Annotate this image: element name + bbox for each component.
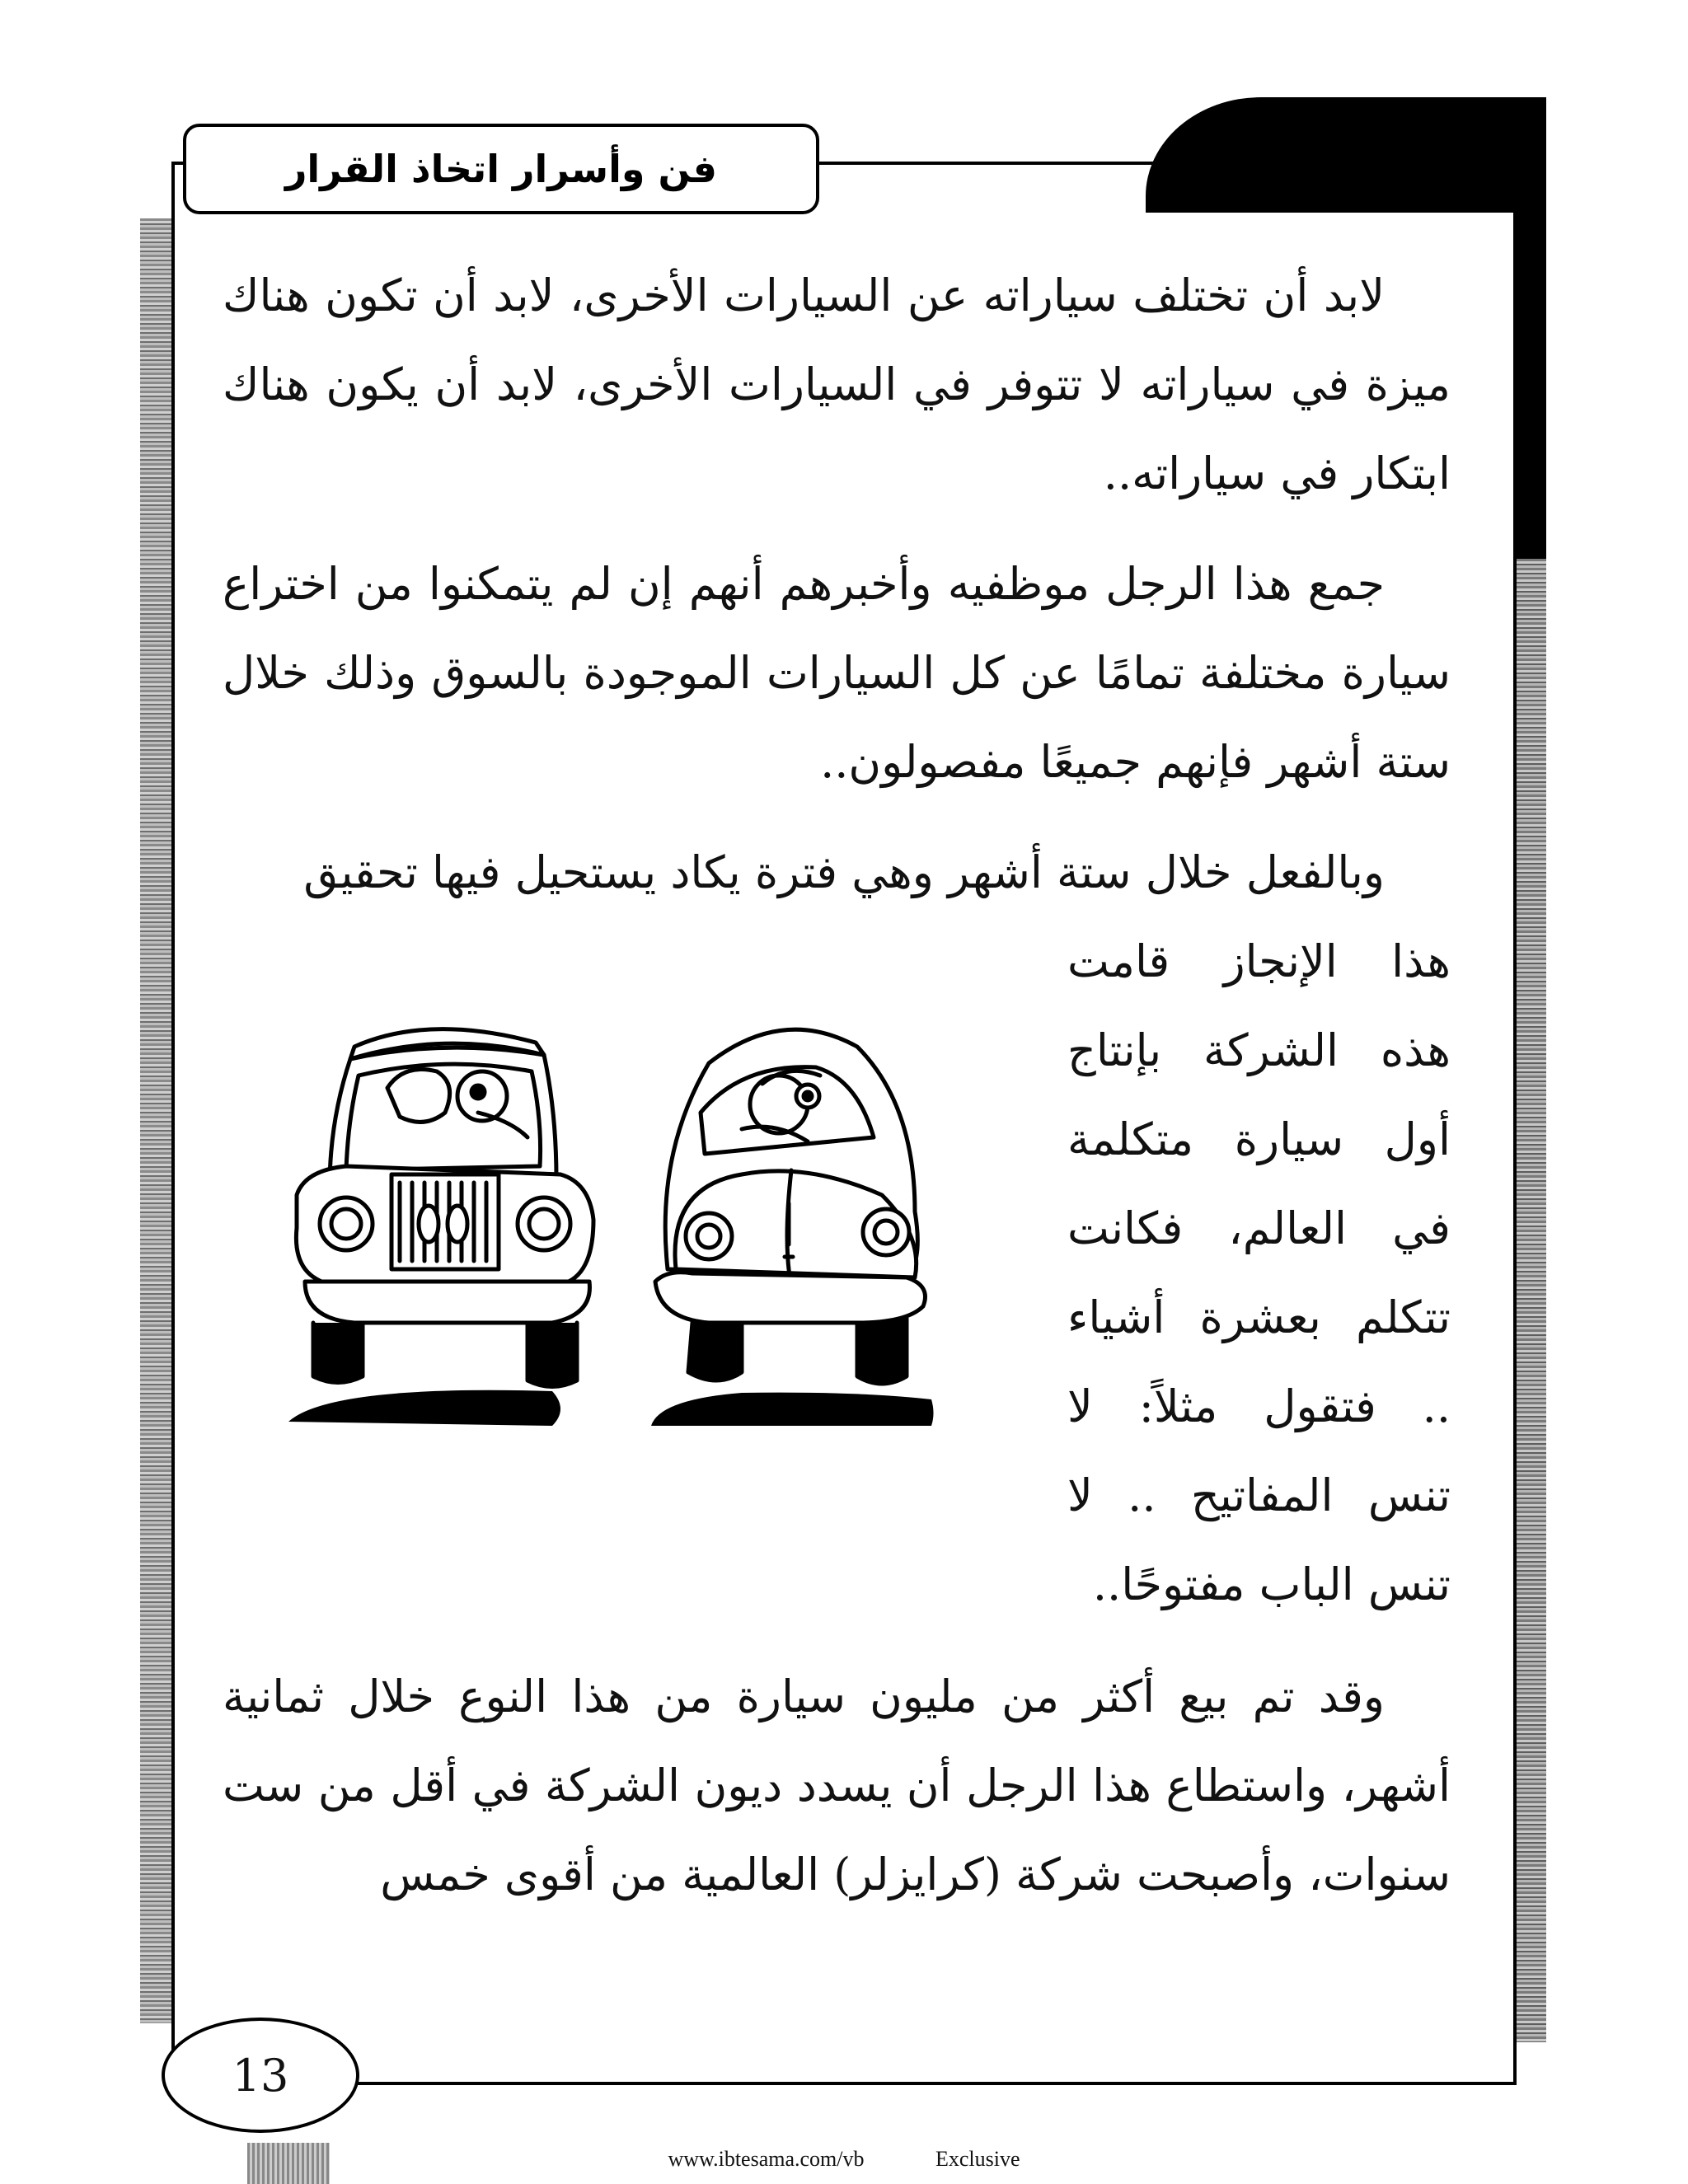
paragraph-4-text: وقد تم بيع أكثر من مليون سيارة من هذا النوع خلال ثمانية أشهر، واستطاع هذا الرجل أن يسدد ديون الشركة في أقل من ست سنوات، وأصبحت شركة (كرايزلر) العالمية من أقوى خمس — [223, 1671, 1451, 1900]
chapter-title-box — [183, 124, 819, 214]
paragraph-1 — [223, 251, 1451, 518]
footer — [0, 2147, 1688, 2172]
footer-url: www.ibtesama.com/vb — [668, 2147, 865, 2171]
chapter-title: فن وأسرار اتخاذ القرار — [284, 147, 718, 191]
page-number-badge — [162, 2018, 359, 2133]
footer-label: Exclusive — [935, 2147, 1020, 2171]
paragraph-3-first-line — [223, 828, 1451, 917]
paragraph-3-column — [1067, 917, 1451, 1629]
cartoon-cars-illustration — [280, 997, 940, 1442]
header-rule — [816, 162, 1517, 165]
right-page-edge — [1517, 559, 1546, 2042]
right-page-edge-dark — [1517, 97, 1546, 559]
paragraph-3-column-text: هذا الإنجاز قامت هذه الشركة بإنتاج أول سيارة متكلمة في العالم، فكانت تتكلم بعشرة أشياء .. فتقول مثلاً: لا تنس المفاتيح .. لا تنس الباب مفتوحًا.. — [1067, 935, 1451, 1610]
paragraph-2-text: جمع هذا الرجل موظفيه وأخبرهم أنهم إن لم يتمكنوا من اختراع سيارة مختلفة تمامًا عن كل السيارات الموجودة بالسوق وذلك خلال ستة أشهر فإنهم جميعًا مفصولون.. — [223, 558, 1451, 788]
paragraph-1-text: لابد أن تختلف سياراته عن السيارات الأخرى، لابد أن تكون هناك ميزة في سياراته لا تتوفر في السيارات الأخرى، لابد أن يكون هناك ابتكار في سياراته.. — [223, 269, 1451, 499]
paragraph-3-first-text: وبالفعل خلال ستة أشهر وهي فترة يكاد يستحيل فيها تحقيق — [303, 846, 1385, 898]
page-number: 13 — [232, 2049, 289, 2102]
paragraph-2 — [223, 540, 1451, 807]
paragraph-4 — [223, 1652, 1451, 1919]
left-page-edge — [140, 218, 173, 2023]
